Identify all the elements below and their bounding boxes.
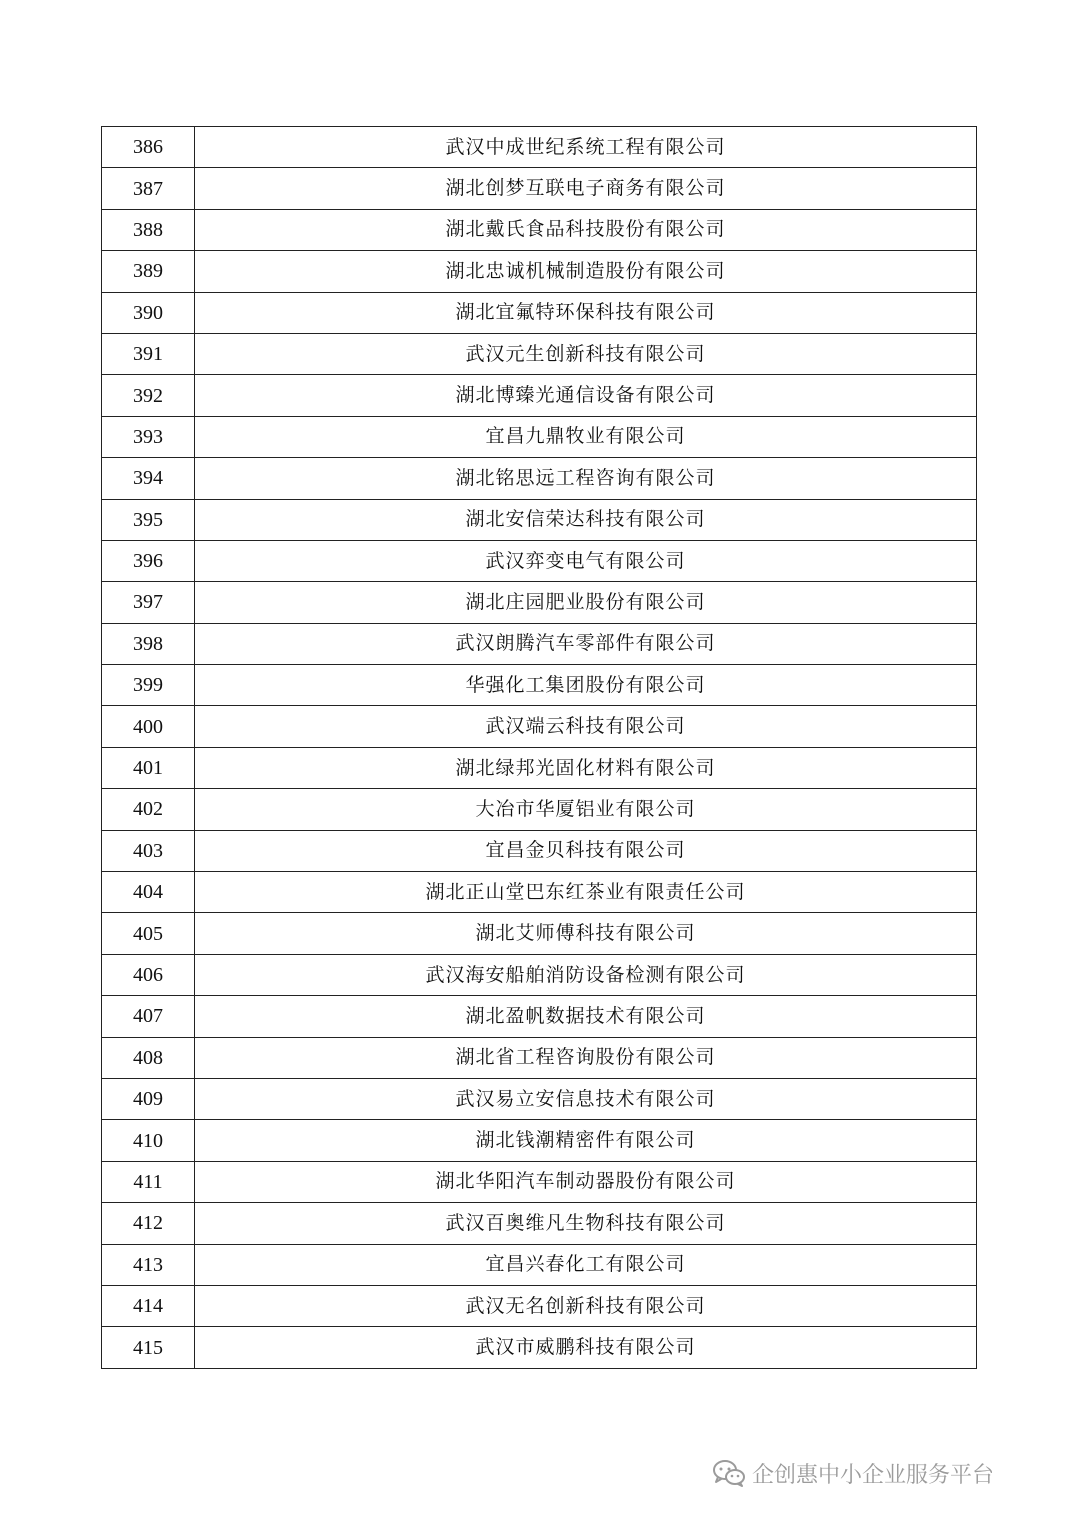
- row-index-cell: 388: [102, 209, 195, 250]
- company-name-cell: 武汉端云科技有限公司: [195, 706, 977, 747]
- company-name-cell: 湖北宜氟特环保科技有限公司: [195, 292, 977, 333]
- row-index-cell: 397: [102, 582, 195, 623]
- row-index-cell: 394: [102, 458, 195, 499]
- row-index-cell: 414: [102, 1285, 195, 1326]
- table-row: [102, 747, 977, 788]
- company-name-cell: 湖北省工程咨询股份有限公司: [195, 1037, 977, 1078]
- table-row: [102, 1078, 977, 1119]
- table-row: [102, 416, 977, 457]
- watermark-text: 企创惠中小企业服务平台: [752, 1462, 995, 1488]
- company-name-cell: 湖北忠诚机械制造股份有限公司: [195, 251, 977, 292]
- table-row: [102, 540, 977, 581]
- table-row: [102, 913, 977, 954]
- company-name-cell: 武汉中成世纪系统工程有限公司: [195, 127, 977, 168]
- company-name-cell: 湖北正山堂巴东红茶业有限责任公司: [195, 872, 977, 913]
- table-row: [102, 706, 977, 747]
- row-index-cell: 406: [102, 954, 195, 995]
- table-row: [102, 872, 977, 913]
- company-name-cell: 武汉无名创新科技有限公司: [195, 1285, 977, 1326]
- table-row: [102, 996, 977, 1037]
- table-row: [102, 1203, 977, 1244]
- row-index-cell: 410: [102, 1120, 195, 1161]
- company-name-cell: 大冶市华厦铝业有限公司: [195, 789, 977, 830]
- company-name-cell: 湖北绿邦光固化材料有限公司: [195, 747, 977, 788]
- company-name-cell: 湖北铭思远工程咨询有限公司: [195, 458, 977, 499]
- row-index-cell: 409: [102, 1078, 195, 1119]
- table-row: [102, 499, 977, 540]
- row-index-cell: 395: [102, 499, 195, 540]
- table-row: [102, 954, 977, 995]
- company-list-table: [101, 126, 977, 1369]
- table-row: [102, 127, 977, 168]
- table-row: [102, 251, 977, 292]
- row-index-cell: 402: [102, 789, 195, 830]
- company-name-cell: 湖北戴氏食品科技股份有限公司: [195, 209, 977, 250]
- company-name-cell: 武汉弈变电气有限公司: [195, 540, 977, 581]
- table-row: [102, 1244, 977, 1285]
- table-row: [102, 333, 977, 374]
- row-index-cell: 393: [102, 416, 195, 457]
- row-index-cell: 405: [102, 913, 195, 954]
- row-index-cell: 404: [102, 872, 195, 913]
- table-row: [102, 830, 977, 871]
- company-name-cell: 武汉百奥维凡生物科技有限公司: [195, 1203, 977, 1244]
- table-row: [102, 789, 977, 830]
- table-row: [102, 292, 977, 333]
- row-index-cell: 389: [102, 251, 195, 292]
- watermark: [712, 1457, 994, 1489]
- company-name-cell: 湖北艾师傅科技有限公司: [195, 913, 977, 954]
- table-row: [102, 1037, 977, 1078]
- row-index-cell: 387: [102, 168, 195, 209]
- row-index-cell: 400: [102, 706, 195, 747]
- company-name-cell: 武汉元生创新科技有限公司: [195, 333, 977, 374]
- company-name-cell: 宜昌兴春化工有限公司: [195, 1244, 977, 1285]
- table-row: [102, 1161, 977, 1202]
- company-name-cell: 湖北华阳汽车制动器股份有限公司: [195, 1161, 977, 1202]
- table-row: [102, 168, 977, 209]
- row-index-cell: 412: [102, 1203, 195, 1244]
- company-name-cell: 湖北安信荣达科技有限公司: [195, 499, 977, 540]
- company-name-cell: 宜昌金贝科技有限公司: [195, 830, 977, 871]
- row-index-cell: 386: [102, 127, 195, 168]
- company-name-cell: 武汉海安船舶消防设备检测有限公司: [195, 954, 977, 995]
- row-index-cell: 392: [102, 375, 195, 416]
- table-row: [102, 1120, 977, 1161]
- company-name-cell: 武汉朗腾汽车零部件有限公司: [195, 623, 977, 664]
- company-name-cell: 湖北盈帆数据技术有限公司: [195, 996, 977, 1037]
- company-name-cell: 宜昌九鼎牧业有限公司: [195, 416, 977, 457]
- row-index-cell: 408: [102, 1037, 195, 1078]
- table-row: [102, 665, 977, 706]
- company-list-body: [102, 127, 977, 1369]
- table-row: [102, 582, 977, 623]
- row-index-cell: 407: [102, 996, 195, 1037]
- row-index-cell: 396: [102, 540, 195, 581]
- row-index-cell: 401: [102, 747, 195, 788]
- wechat-icon: [712, 1459, 746, 1487]
- row-index-cell: 399: [102, 665, 195, 706]
- company-name-cell: 湖北博臻光通信设备有限公司: [195, 375, 977, 416]
- row-index-cell: 415: [102, 1327, 195, 1368]
- table-row: [102, 209, 977, 250]
- table-row: [102, 458, 977, 499]
- table-row: [102, 1285, 977, 1326]
- row-index-cell: 390: [102, 292, 195, 333]
- company-name-cell: 湖北钱潮精密件有限公司: [195, 1120, 977, 1161]
- company-name-cell: 华强化工集团股份有限公司: [195, 665, 977, 706]
- company-name-cell: 湖北创梦互联电子商务有限公司: [195, 168, 977, 209]
- table-row: [102, 375, 977, 416]
- row-index-cell: 411: [102, 1161, 195, 1202]
- table-row: [102, 623, 977, 664]
- row-index-cell: 391: [102, 333, 195, 374]
- company-name-cell: 武汉市威鹏科技有限公司: [195, 1327, 977, 1368]
- row-index-cell: 398: [102, 623, 195, 664]
- company-name-cell: 湖北庄园肥业股份有限公司: [195, 582, 977, 623]
- table-row: [102, 1327, 977, 1368]
- row-index-cell: 413: [102, 1244, 195, 1285]
- row-index-cell: 403: [102, 830, 195, 871]
- company-name-cell: 武汉易立安信息技术有限公司: [195, 1078, 977, 1119]
